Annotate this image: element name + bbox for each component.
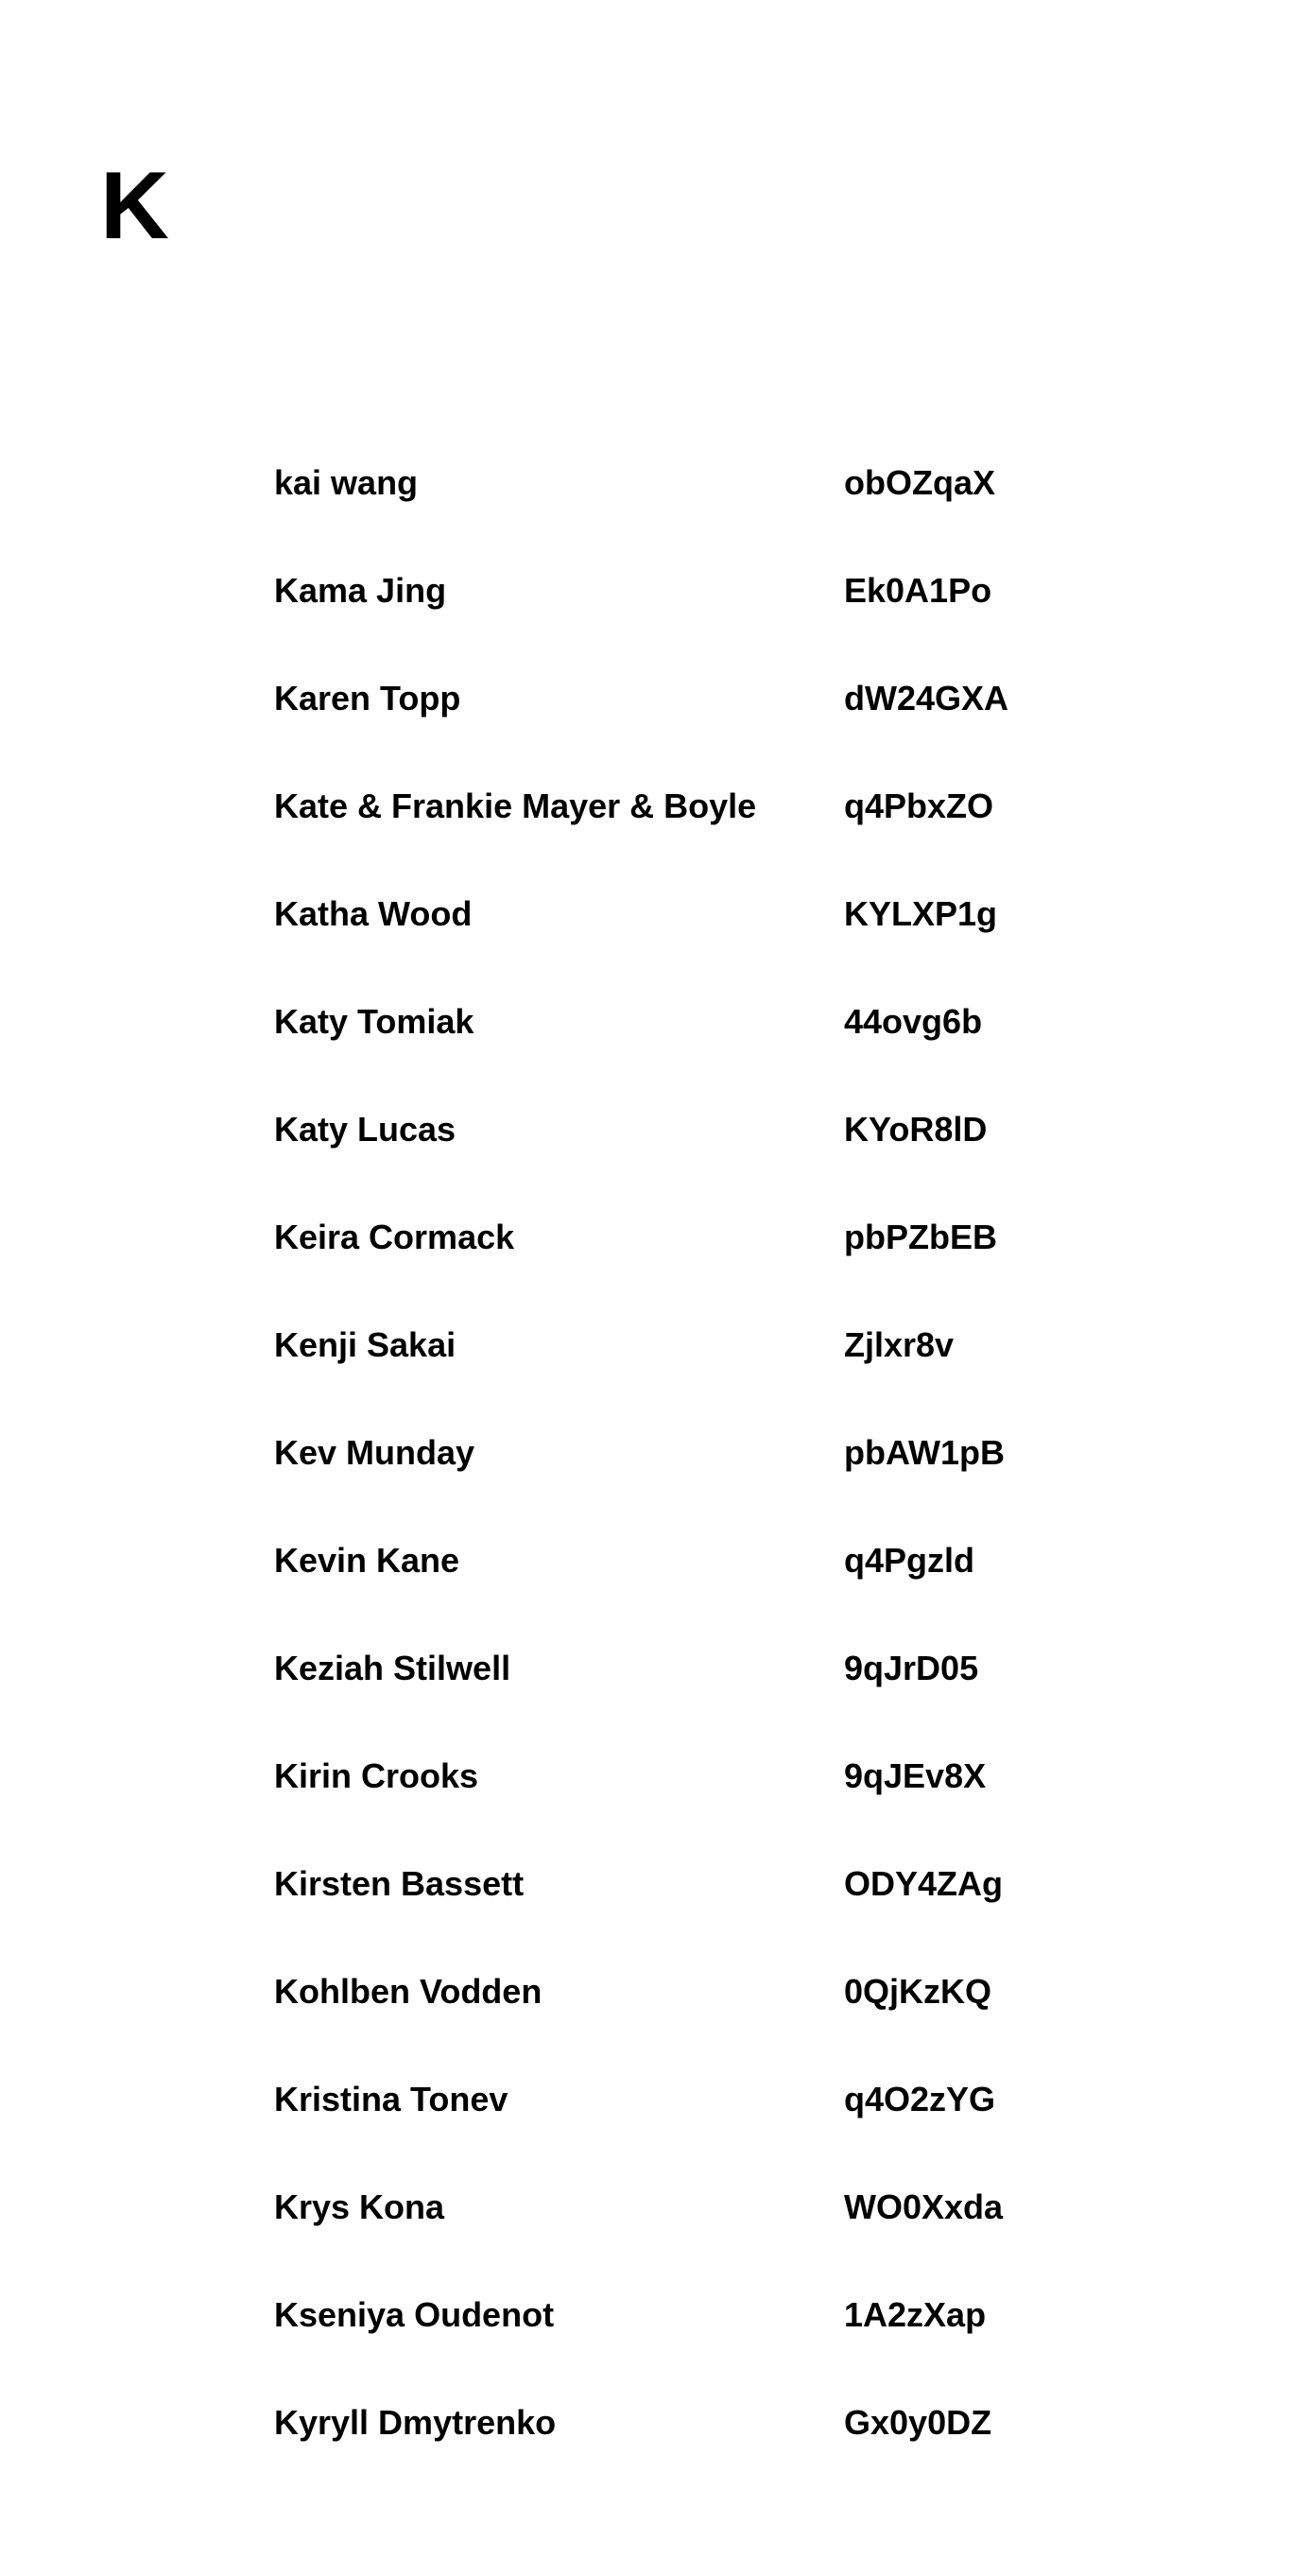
- entry-code: KYLXP1g: [844, 894, 998, 933]
- entry-code: q4PbxZO: [844, 787, 994, 825]
- section-letter-heading: K: [100, 153, 169, 259]
- list-item: [274, 566, 1125, 674]
- entry-code: ODY4ZAg: [844, 1864, 1004, 1903]
- list-item: [274, 1105, 1125, 1213]
- entry-name: Katy Tomiak: [274, 1002, 474, 1041]
- list-item: [274, 2291, 1125, 2398]
- entry-code: WO0Xxda: [844, 2187, 1004, 2226]
- entry-name: Kate & Frankie Mayer & Boyle: [274, 787, 757, 825]
- list-item: [274, 997, 1125, 1105]
- list-item: [274, 1967, 1125, 2075]
- entry-name: Karen Topp: [274, 679, 461, 717]
- entry-code: 0QjKzKQ: [844, 1972, 992, 2011]
- list-item: [274, 1859, 1125, 1967]
- entry-code: 9qJEv8X: [844, 1756, 987, 1795]
- list-item: [274, 1752, 1125, 1859]
- entry-code: q4O2zYG: [844, 2080, 996, 2118]
- entry-name: Kirin Crooks: [274, 1756, 479, 1795]
- list-item: [274, 1644, 1125, 1752]
- entry-list: [274, 458, 1125, 2506]
- list-item: [274, 1321, 1125, 1428]
- entry-name: Krys Kona: [274, 2187, 445, 2226]
- entry-code: 9qJrD05: [844, 1649, 979, 1687]
- list-item: [274, 2075, 1125, 2183]
- entry-code: pbPZbEB: [844, 1218, 997, 1256]
- list-item: [274, 782, 1125, 890]
- entry-code: pbAW1pB: [844, 1433, 1005, 1472]
- list-item: [274, 458, 1125, 566]
- entry-code: Zjlxr8v: [844, 1325, 955, 1364]
- entry-name: Kama Jing: [274, 571, 447, 610]
- entry-code: 1A2zXap: [844, 2295, 987, 2334]
- entry-name: Kristina Tonev: [274, 2080, 508, 2118]
- list-item: [274, 890, 1125, 997]
- entry-code: q4Pgzld: [844, 1541, 975, 1580]
- entry-name: Katha Wood: [274, 894, 473, 933]
- entry-name: Keira Cormack: [274, 1218, 515, 1256]
- entry-name: Kirsten Bassett: [274, 1864, 525, 1903]
- entry-code: Gx0y0DZ: [844, 2403, 992, 2442]
- entry-name: Katy Lucas: [274, 1110, 457, 1149]
- entry-name: Kevin Kane: [274, 1541, 460, 1580]
- entry-name: Kyryll Dmytrenko: [274, 2403, 557, 2442]
- list-item: [274, 674, 1125, 782]
- entry-name: Keziah Stilwell: [274, 1649, 511, 1687]
- entry-name: Kohlben Vodden: [274, 1972, 543, 2011]
- entry-code: obOZqaX: [844, 463, 995, 502]
- list-item: [274, 1536, 1125, 1644]
- list-item: [274, 1213, 1125, 1321]
- entry-code: dW24GXA: [844, 679, 1009, 717]
- entry-name: kai wang: [274, 463, 419, 502]
- entry-code: KYoR8lD: [844, 1110, 988, 1149]
- entry-name: Kenji Sakai: [274, 1325, 457, 1364]
- list-item: [274, 1428, 1125, 1536]
- list-item: [274, 2183, 1125, 2291]
- entry-name: Kseniya Oudenot: [274, 2295, 555, 2334]
- entry-code: 44ovg6b: [844, 1002, 983, 1041]
- entry-code: Ek0A1Po: [844, 571, 992, 610]
- entry-name: Kev Munday: [274, 1433, 475, 1472]
- list-item: [274, 2398, 1125, 2506]
